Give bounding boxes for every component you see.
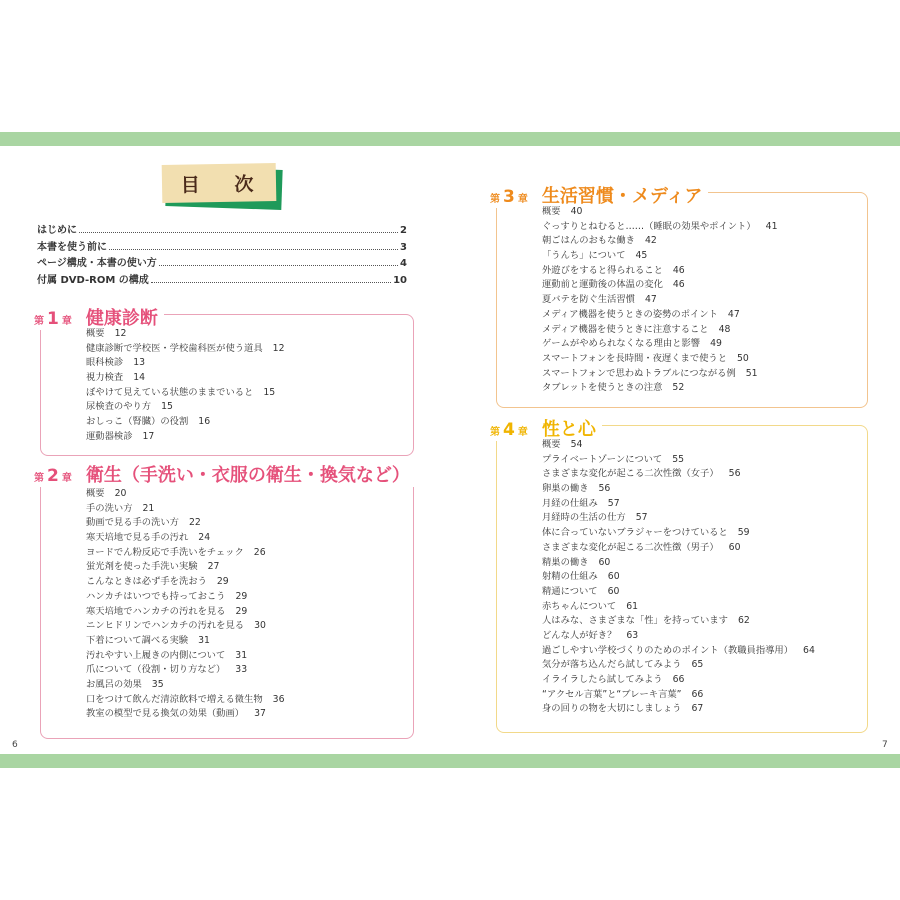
toc-entry[interactable]	[542, 627, 815, 642]
toc-entry[interactable]	[542, 321, 778, 336]
entry-title: 人はみな、さまざまな「性」を持っています	[542, 615, 728, 627]
entry-title: 気分が落ち込んだら試してみよう	[542, 659, 682, 671]
toc-entry[interactable]	[542, 612, 815, 627]
entry-title: 朝ごはんのおもな働き	[542, 235, 635, 247]
chapter-heading[interactable]	[34, 461, 416, 487]
leader-dots	[109, 249, 398, 250]
toc-entry[interactable]	[542, 436, 815, 451]
toc-entry[interactable]	[86, 647, 285, 662]
toc-entry[interactable]	[542, 379, 778, 394]
entry-page: 31	[198, 634, 210, 646]
toc-entry[interactable]	[542, 465, 815, 480]
entry-title: ゲームがやめられなくなる理由と影響	[542, 338, 701, 350]
chapter-prefix: 第	[490, 194, 500, 205]
entry-page: 47	[644, 294, 657, 306]
entry-page: 29	[216, 576, 229, 588]
toc-entry[interactable]	[542, 203, 778, 218]
entry-title: 精巣の働き	[542, 556, 589, 568]
entry-title: 夏バテを防ぐ生活習慣	[542, 294, 635, 306]
entry-page: 37	[254, 708, 266, 720]
toc-entry[interactable]	[542, 218, 778, 233]
entry-page: 55	[672, 453, 685, 465]
toc-entry[interactable]	[542, 509, 815, 524]
entry-title: 寒天培地でハンカチの汚れを見る	[86, 605, 226, 617]
toc-entry[interactable]	[542, 598, 815, 613]
top-band	[0, 132, 900, 146]
entry-page: 51	[745, 367, 758, 379]
page-title: 目 次	[162, 163, 277, 203]
toc-entry[interactable]	[542, 524, 815, 539]
entry-page: 57	[635, 512, 648, 524]
entry-page: 4	[400, 258, 407, 269]
entry-page: 41	[765, 220, 778, 232]
toc-entry[interactable]	[37, 271, 407, 288]
entry-page: 46	[672, 264, 685, 276]
entry-title: 身の回りの物を大切にしましょう	[542, 703, 682, 715]
entry-title: スマートフォンで思わぬトラブルにつながる例	[542, 367, 736, 379]
toc-entry[interactable]	[86, 661, 285, 676]
toc-entry[interactable]	[542, 350, 778, 365]
toc-entry[interactable]	[86, 369, 285, 384]
entry-page: 10	[393, 274, 407, 286]
toc-entry[interactable]	[542, 539, 815, 554]
toc-entry[interactable]	[86, 340, 285, 355]
entry-title: ヨードでん粉反応で手洗いをチェック	[86, 546, 244, 558]
entry-title: 教室の模型で見る換気の効果（動画）	[86, 708, 245, 720]
entry-title: ぼやけて見えている状態のままでいると	[86, 386, 254, 398]
entry-page: 13	[133, 357, 146, 369]
toc-entry[interactable]	[86, 354, 285, 369]
toc-entry[interactable]	[542, 247, 778, 262]
entry-title: 眼科検診	[86, 357, 124, 369]
entry-page: 3	[400, 241, 407, 253]
entry-title: おしっこ（腎臓）の役割	[86, 416, 189, 428]
entry-title: スマートフォンを長時間・夜遅くまで使うと	[542, 352, 728, 364]
toc-entry[interactable]	[542, 232, 778, 247]
entry-page: 12	[272, 342, 285, 354]
chapter-prefix: 第	[34, 473, 44, 484]
toc-entry[interactable]	[542, 671, 815, 686]
toc-entry[interactable]	[542, 642, 815, 657]
toc-entry[interactable]	[542, 276, 778, 291]
toc-entry[interactable]	[86, 691, 285, 706]
entry-title: 手の洗い方	[86, 502, 133, 514]
toc-entry[interactable]	[542, 451, 815, 466]
entry-title: 下着について調べる実験	[86, 634, 189, 646]
toc-entry[interactable]	[86, 325, 285, 340]
entry-title: 月経時の生活の仕方	[542, 512, 626, 524]
bottom-band	[0, 754, 900, 768]
entry-page: 21	[142, 502, 155, 514]
entry-title: 視力検査	[86, 372, 124, 384]
entry-page: 26	[253, 546, 266, 558]
entry-title: 概要	[86, 488, 105, 499]
chapter-title: 生活習慣・メディア	[541, 186, 703, 207]
toc-entry[interactable]	[542, 262, 778, 277]
toc-entry[interactable]	[542, 306, 778, 321]
entry-page: 42	[644, 235, 657, 247]
leader-dots	[151, 282, 391, 283]
entry-page: 60	[598, 556, 611, 568]
toc-entry[interactable]	[37, 254, 407, 271]
chapter-number: 2	[47, 466, 59, 486]
toc-entry[interactable]	[542, 700, 815, 715]
chapter-suffix: 章	[517, 194, 528, 205]
toc-entry[interactable]	[86, 632, 285, 647]
entry-title: 運動器検診	[86, 430, 133, 442]
entry-page: 45	[635, 250, 648, 262]
entry-page: 20	[114, 488, 127, 499]
entry-title: 精通について	[542, 585, 598, 597]
entry-page: 40	[570, 206, 583, 217]
entry-page: 66	[691, 688, 704, 700]
toc-entry[interactable]	[542, 335, 778, 350]
intro-list	[37, 221, 407, 287]
entry-title: ぐっすりとねむると……（睡眠の効果やポイント）	[542, 220, 756, 232]
entry-page: 27	[207, 561, 220, 573]
entry-title: 口をつけて飲んだ清涼飲料で増える微生物	[86, 693, 263, 705]
entry-title: 動画で見る手の洗い方	[86, 517, 179, 529]
toc-entry[interactable]	[542, 686, 815, 701]
leader-dots	[159, 265, 398, 266]
toc-entry[interactable]	[542, 656, 815, 671]
entry-title: 卵巣の働き	[542, 483, 589, 495]
toc-entry[interactable]	[86, 617, 285, 632]
entry-page: 14	[133, 372, 146, 384]
entry-title: ニンヒドリンでハンカチの汚れを見る	[86, 620, 245, 632]
toc-entry[interactable]	[542, 480, 815, 495]
entry-title: 射精の仕組み	[542, 571, 598, 583]
entry-page: 33	[235, 664, 248, 676]
entry-title: 尿検査のやり方	[86, 401, 152, 413]
entry-page: 2	[400, 225, 407, 236]
entry-title: 「うんち」について	[542, 250, 626, 262]
chapter-title: 衛生（手洗い・衣服の衛生・換気など）	[85, 465, 410, 486]
entry-title: メディア機器を使うときの姿勢のポイント	[542, 308, 718, 320]
entry-title: 運動前と運動後の体温の変化	[542, 279, 663, 291]
entry-title: ハンカチはいつでも持っておこう	[86, 590, 226, 602]
entry-page: 56	[728, 468, 741, 480]
toc-entry[interactable]	[542, 291, 778, 306]
entry-title: 月経の仕組み	[542, 497, 598, 509]
entry-page: 24	[198, 532, 211, 544]
toc-entry[interactable]	[86, 529, 285, 544]
toc-entry[interactable]	[86, 676, 285, 691]
toc-title-card	[162, 164, 282, 208]
entry-title: はじめに	[37, 225, 77, 236]
entry-page: 12	[114, 328, 127, 339]
entry-page: 46	[672, 279, 685, 291]
entry-page: 60	[728, 541, 741, 553]
toc-entry[interactable]	[86, 603, 285, 618]
chapter-suffix: 章	[61, 316, 72, 327]
entry-page: 65	[691, 659, 704, 671]
entry-title: “アクセル言葉”と“ブレーキ言葉”	[542, 688, 682, 700]
entry-page: 54	[570, 439, 583, 450]
entry-page: 59	[737, 527, 750, 539]
entry-page: 49	[710, 338, 722, 350]
entry-title: 概要	[86, 328, 105, 339]
entry-title: 汚れやすい上履きの内側について	[86, 649, 226, 661]
entry-title: 赤ちゃんについて	[542, 600, 617, 612]
chapter-prefix: 第	[490, 427, 500, 438]
page-number-right: 7	[882, 740, 888, 750]
entry-page: 48	[718, 323, 731, 335]
chapter-number: 4	[503, 420, 515, 440]
entry-page: 29	[235, 590, 248, 602]
toc-entry[interactable]	[86, 514, 285, 529]
entry-page: 56	[598, 483, 611, 495]
entry-title: さまざまな変化が起こる二次性徴（女子）	[542, 468, 719, 480]
entry-title: 本書を使う前に	[37, 241, 107, 253]
chapter-title: 健康診断	[85, 308, 158, 329]
entry-title: イライラしたら試してみよう	[542, 674, 663, 685]
entry-page: 52	[672, 382, 685, 394]
entry-page: 60	[607, 585, 620, 597]
entry-title: さまざまな変化が起こる二次性徴（男子）	[542, 541, 719, 553]
toc-entry[interactable]	[86, 544, 285, 559]
entry-page: 66	[672, 674, 685, 685]
entry-title: 健康診断で学校医・学校歯科医が使う道具	[86, 342, 263, 354]
entry-page: 22	[188, 517, 201, 529]
chapter-number: 3	[503, 187, 515, 207]
entry-page: 63	[626, 629, 639, 641]
toc-entry[interactable]	[542, 495, 815, 510]
toc-entry[interactable]	[86, 428, 285, 443]
entry-title: ページ構成・本書の使い方	[37, 258, 157, 269]
toc-entry[interactable]	[542, 554, 815, 569]
toc-entry[interactable]	[86, 588, 285, 603]
entry-title: 概要	[542, 439, 561, 450]
toc-entry[interactable]	[86, 558, 285, 573]
toc-entry[interactable]	[37, 238, 407, 255]
entry-title: プライベートゾーンについて	[542, 453, 663, 465]
page-number-left: 6	[12, 740, 18, 750]
entry-page: 30	[254, 620, 266, 632]
entry-title: タブレットを使うときの注意	[542, 382, 663, 394]
entry-page: 29	[235, 605, 248, 617]
entry-page: 62	[737, 615, 750, 627]
entry-page: 47	[727, 308, 740, 320]
toc-entry[interactable]	[86, 485, 285, 500]
entry-page: 64	[803, 644, 815, 656]
toc-entry[interactable]	[86, 573, 285, 588]
entry-title: メディア機器を使うときに注意すること	[542, 323, 709, 335]
entry-page: 35	[151, 678, 164, 690]
chapter-prefix: 第	[34, 316, 44, 327]
toc-entry[interactable]	[37, 221, 407, 238]
entry-page: 67	[691, 703, 704, 715]
toc-entry[interactable]	[86, 413, 285, 428]
toc-entry[interactable]	[86, 384, 285, 399]
entry-page: 50	[737, 352, 749, 364]
chapter-suffix: 章	[61, 473, 72, 484]
entry-page: 31	[235, 649, 248, 661]
chapter-number: 1	[47, 309, 59, 329]
entry-page: 57	[607, 497, 620, 509]
entry-title: 寒天培地で見る手の汚れ	[86, 532, 189, 544]
entry-page: 15	[263, 386, 276, 398]
leader-dots	[79, 232, 398, 233]
entry-page: 60	[607, 571, 620, 583]
entry-title: お風呂の効果	[86, 678, 142, 690]
chapter-title: 性と心	[541, 419, 596, 440]
entry-page: 61	[626, 600, 639, 612]
entry-title: 爪について（役割・切り方など）	[86, 664, 226, 676]
chapter-suffix: 章	[517, 427, 528, 438]
entry-title: 蛍光剤を使った手洗い実験	[86, 561, 198, 573]
toc-entry[interactable]	[542, 568, 815, 583]
entry-title: 外遊びをすると得られること	[542, 264, 663, 276]
entry-page: 36	[272, 693, 285, 705]
entry-title: 概要	[542, 206, 561, 217]
toc-entry[interactable]	[86, 500, 285, 515]
entry-title: 付属 DVD-ROM の構成	[37, 274, 149, 286]
entry-page: 16	[198, 416, 211, 428]
entry-title: 体に合っていないブラジャーをつけていると	[542, 527, 728, 539]
toc-entry[interactable]	[86, 398, 285, 413]
entry-title: 過ごしやすい学校づくりのためのポイント（教職員指導用）	[542, 644, 794, 656]
entry-page: 15	[161, 401, 173, 413]
entry-title: こんなときは必ず手を洗おう	[86, 576, 207, 588]
entry-title: どんな人が好き？	[542, 629, 617, 641]
entry-page: 17	[142, 430, 155, 442]
toc-entry[interactable]	[542, 583, 815, 598]
toc-entry[interactable]	[86, 705, 285, 720]
toc-entry[interactable]	[542, 365, 778, 380]
